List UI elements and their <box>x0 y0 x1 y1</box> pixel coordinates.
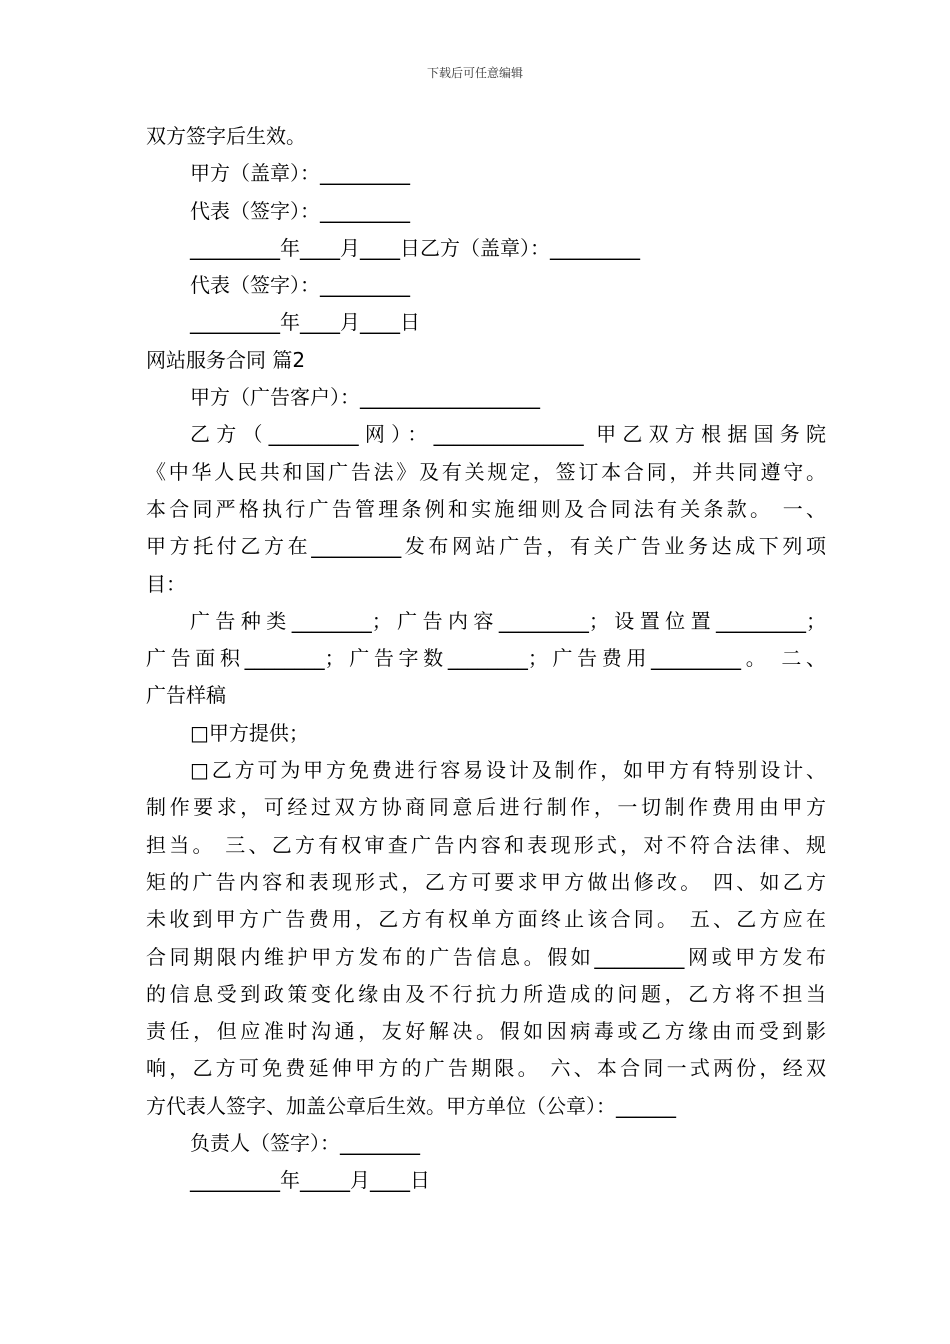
date-line: _________年____月____日 <box>190 310 420 335</box>
signature-line: 甲方（盖章）：_________ <box>190 161 410 186</box>
paragraph-line: 甲方托付乙方在_________发布网站广告，有关广告业务达成下列项 <box>146 534 826 559</box>
paragraph-line: 《中华人民共和国广告法》及有关规定，签订本合同，并共同遵守。 <box>146 459 826 484</box>
paragraph-line: 广告种类________；广告内容_________；设置位置_________； <box>190 608 826 633</box>
checkbox-line: □甲方提供； <box>190 720 309 745</box>
page-header: 下载后可任意编辑 <box>426 66 523 80</box>
party-line: 甲方（广告客户）：__________________ <box>190 385 540 410</box>
signature-line: 代表（签字）：_________ <box>190 198 410 223</box>
date-line: _________年_____月____日 <box>190 1168 430 1193</box>
paragraph-line: 矩的广告内容和表现形式，乙方可要求甲方做出修改。 四、如乙方 <box>146 869 826 894</box>
section-title: 网站服务合同 篇2 <box>146 347 306 372</box>
paragraph-line: 广告面积________；广告字数________；广告费用_________。 二、 <box>146 646 826 671</box>
paragraph-line: 制作要求，可经过双方协商同意后进行制作，一切制作费用由甲方 <box>146 795 826 820</box>
paragraph-line: 未收到甲方广告费用，乙方有权单方面终止该合同。 五、乙方应在 <box>146 907 826 932</box>
paragraph-line: 合同期限内维护甲方发布的广告信息。假如_________网或甲方发布 <box>146 944 826 969</box>
paragraph-line: 方代表人签字、加盖公章后生效。甲方单位（公章）：______ <box>146 1093 676 1118</box>
paragraph-line: 乙方（_________网）：_______________ 甲乙双方根据国务院 <box>190 422 826 447</box>
checkbox-line: □乙方可为甲方免费进行容易设计及制作，如甲方有特别设计、 <box>190 758 826 783</box>
paragraph-line: 目： <box>146 571 186 596</box>
paragraph-line: 担当。 三、乙方有权审查广告内容和表现形式，对不符合法律、规 <box>146 832 826 857</box>
signature-line: 负责人（签字）：________ <box>190 1131 420 1156</box>
paragraph-line: 广告样稿 <box>146 683 226 708</box>
signature-line: 代表（签字）：_________ <box>190 273 410 298</box>
paragraph-line: 本合同严格执行广告管理条例和实施细则及合同法有关条款。 一、 <box>146 496 826 521</box>
document-body <box>146 118 826 1200</box>
paragraph-line: 责任，但应准时沟通，友好解决。假如因病毒或乙方缘由而受到影 <box>146 1019 826 1044</box>
paragraph-line: 响，乙方可免费延伸甲方的广告期限。 六、本合同一式两份，经双 <box>146 1056 826 1081</box>
paragraph-line: 的信息受到政策变化缘由及不行抗力所造成的问题，乙方将不担当 <box>146 981 826 1006</box>
date-line: _________年____月____日乙方（盖章）：_________ <box>190 235 640 260</box>
text-line: 双方签字后生效。 <box>146 124 306 148</box>
